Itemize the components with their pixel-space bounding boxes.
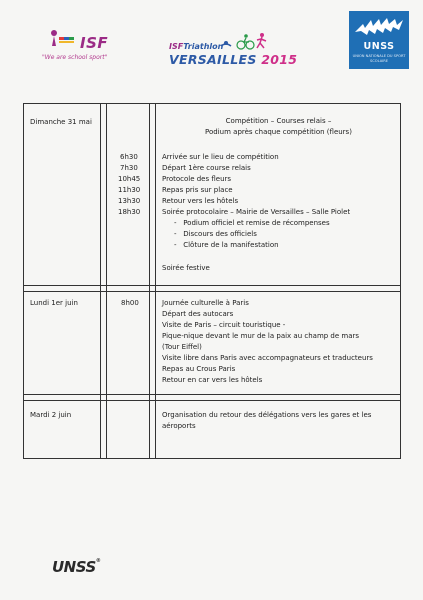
bullet-text: Discours des officiels [183,230,257,238]
triathlon-year: 2015 [261,52,298,67]
activity-line: aéroports [162,422,196,430]
unss-logo-subtitle: UNION NATIONALE DU SPORT SCOLAIRE [352,54,406,63]
isf-tagline: "We are school sport" [42,54,108,61]
triathlon-logo [166,30,298,70]
footer-logo-text: UNSS [52,558,96,576]
activity-cell: Arrivée sur le lieu de compétition [162,153,279,161]
bullet-item: - Podium officiel et remise de récompenses [174,219,330,227]
row-divider [24,291,400,292]
day-label: Dimanche 31 mai [30,118,92,126]
time-cell: 7h30 [120,164,138,172]
activity-cell: Départ 1ère course relais [162,164,251,172]
column-divider [106,104,107,458]
activity-line: (Tour Eiffel) [162,343,202,351]
isf-logo [40,28,110,66]
activity-cell: Soirée protocolaire – Mairie de Versailles – Salle Piolet [162,208,351,216]
day-label: Lundi 1er juin [30,299,78,307]
activity-line: Visite libre dans Paris avec accompagnateurs et traducteurs [162,354,373,362]
activity-line: Retour en car vers les hôtels [162,376,263,384]
row-divider [24,285,400,286]
triathlon-isf: ISF [169,42,184,51]
day1-title-line2: Podium après chaque compétition (fleurs) [205,128,352,136]
footer-trademark: ® [95,558,101,564]
time-cell: 11h30 [118,186,141,194]
row-divider [24,400,400,401]
time-cell: 10h45 [118,175,141,183]
activity-line: Journée culturelle à Paris [162,299,249,307]
triathlon-title [169,52,297,67]
activity-cell: Retour vers les hôtels [162,197,239,205]
isf-logo-text: ISF [80,34,109,52]
time-cell: 13h30 [118,197,141,205]
unss-birds-icon [353,16,405,38]
triathlon-athletes-icon [220,32,270,50]
triathlon-subtitle [169,42,223,51]
footer-unss-logo [52,558,100,576]
bullet-item: - Discours des officiels [174,230,257,238]
activity-line: Visite de Paris – circuit touristique - [162,321,286,329]
bullet-item: - Clôture de la manifestation [174,241,279,249]
time-cell: 6h30 [120,153,138,161]
bullet-text: Podium officiel et remise de récompenses [183,219,330,227]
day-label: Mardi 2 juin [30,411,72,419]
activity-line: Départ des autocars [162,310,234,318]
unss-logo [349,11,409,69]
activity-cell: Repas pris sur place [162,186,233,194]
column-divider [155,104,156,458]
closing-line: Soirée festive [162,264,210,272]
activity-line: Pique-nique devant le mur de la paix au champ de mars [162,332,360,340]
unss-logo-name: UNSS [363,41,395,52]
activity-line: Organisation du retour des délégations vers les gares et les [162,411,372,419]
triathlon-city: VERSAILLES [169,52,257,67]
schedule-table [23,103,401,459]
column-divider [149,104,150,458]
row-divider [24,394,400,395]
bullet-text: Clôture de la manifestation [183,241,279,249]
time-cell: 8h00 [121,299,139,307]
time-cell: 18h30 [118,208,141,216]
day1-title-line1: Compétition – Courses relais – [225,117,332,125]
column-divider [100,104,101,458]
activity-cell: Protocole des fleurs [162,175,232,183]
activity-line: Repas au Crous Paris [162,365,236,373]
triathlon-word: Triathlon [183,42,224,51]
isf-emblem-icon [46,28,80,52]
